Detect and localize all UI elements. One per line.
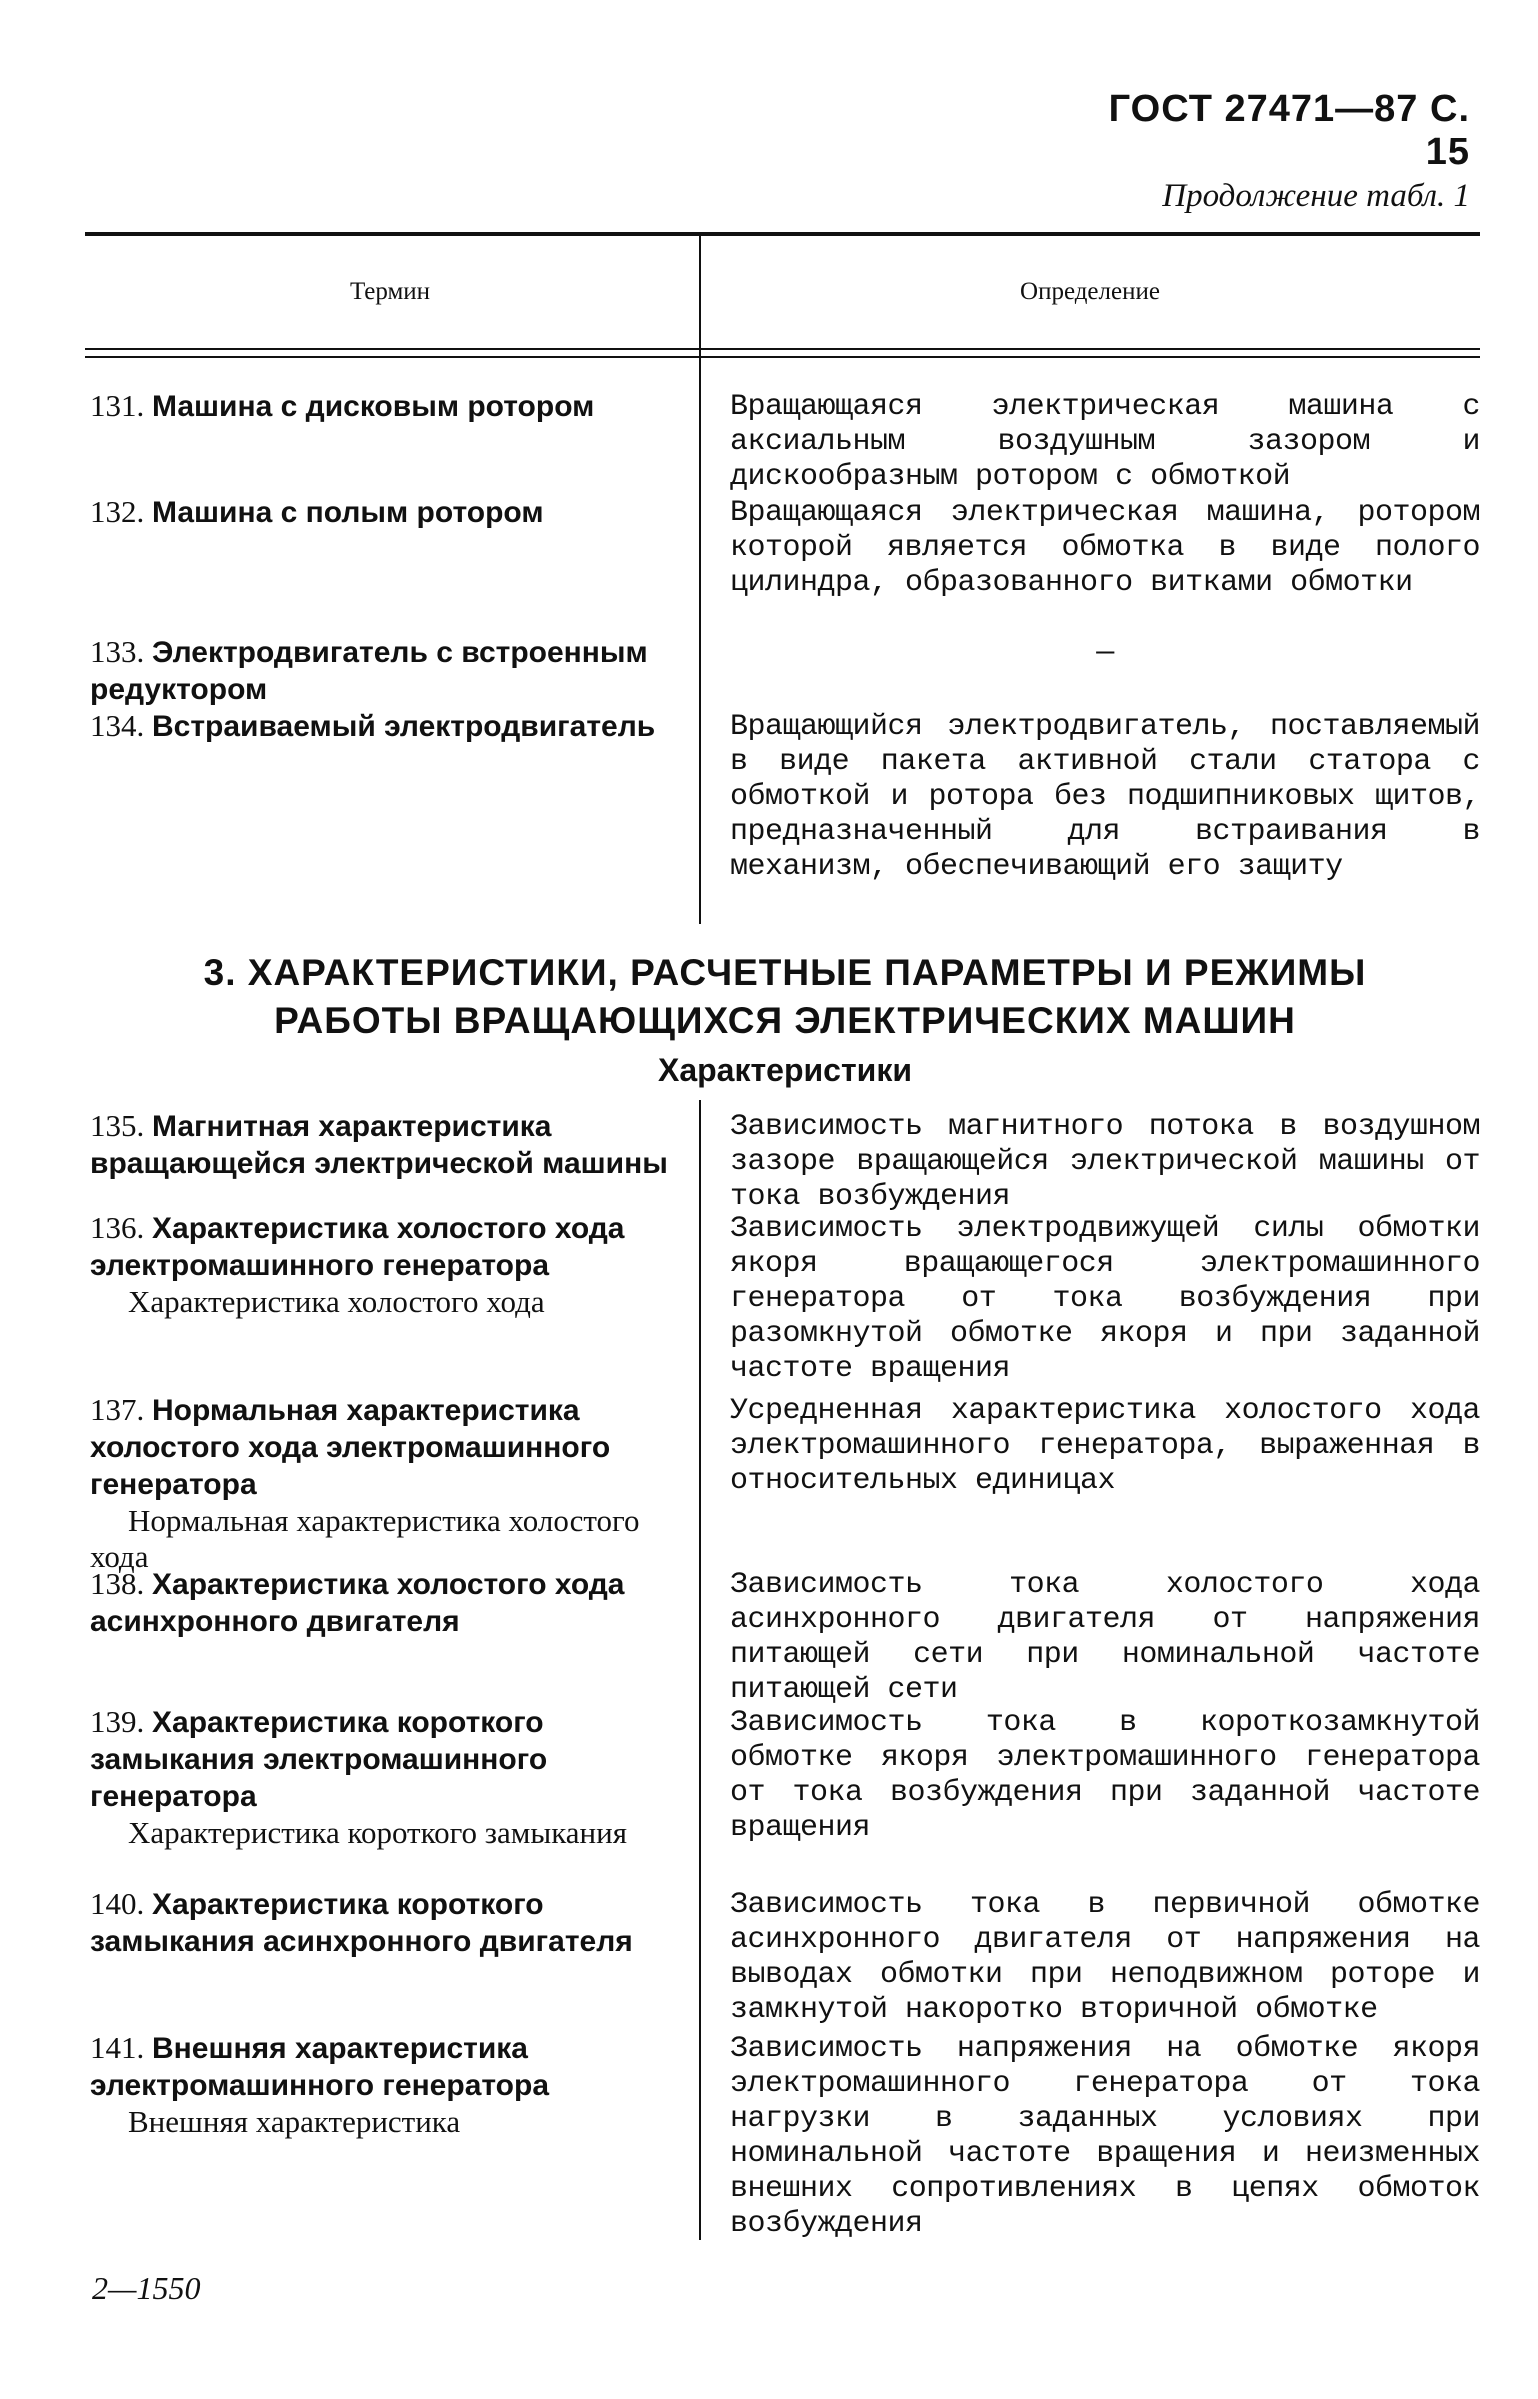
table-header-rule-1 xyxy=(85,348,1480,350)
entry-term-131: 131. Машина с дисковым ротором xyxy=(90,388,595,423)
entry-def-138: Зависимость тока холостого хода асинхронного двигателя от напряжения питающей сети при номинальной частоте питающей сети xyxy=(730,1568,1480,1707)
signature-mark: 2—1550 xyxy=(92,2270,201,2306)
entry-term-132: 132. Машина с полым ротором xyxy=(90,494,544,529)
entry-def-141: Зависимость напряжения на обмотке якоря электромашинного генератора от тока нагрузки в заданных условиях при номинальной частоте вращения и неизменных внешних сопротивлениях в цепях обмоток возбуждения xyxy=(730,2032,1480,2241)
section-subtitle: Характеристики xyxy=(657,1052,912,1088)
entry-term-136: 136. Характеристика холостого хода электромашинного генератора Характеристика холостого хода xyxy=(90,1210,625,1319)
table-column-divider-2 xyxy=(699,1100,701,2240)
table-column-divider xyxy=(699,234,701,924)
entry-term-140: 140. Характеристика короткого замыкания асинхронного двигателя xyxy=(90,1886,633,1958)
entry-def-136: Зависимость электродвижущей силы обмотки якоря вращающегося электромашинного генератора от тока возбуждения при разомкнутой обмотке якоря и при заданной частоте вращения xyxy=(730,1212,1480,1386)
column-header-definition: Определение xyxy=(1020,278,1160,305)
entry-term-138: 138. Характеристика холостого хода асинхронного двигателя xyxy=(90,1566,625,1638)
column-header-term: Термин xyxy=(349,278,431,305)
entry-def-131: Вращающаяся электрическая машина с аксиальным воздушным зазором и дискообразным ротором с обмоткой xyxy=(730,390,1480,494)
entry-def-139: Зависимость тока в короткозамкнутой обмотке якоря электромашинного генератора от тока возбуждения при заданной частоте вращения xyxy=(730,1706,1480,1845)
entry-term-141: 141. Внешняя характеристика электромашинного генератора Внешняя характеристика xyxy=(90,2030,550,2139)
table-header-rule-2 xyxy=(85,356,1480,358)
entry-def-140: Зависимость тока в первичной обмотке асинхронного двигателя от напряжения на выводах обмотки при неподвижном роторе и замкнутой накоротко вторичной обмотке xyxy=(730,1888,1480,2027)
entry-def-133: — xyxy=(1096,636,1114,670)
entry-term-135: 135. Магнитная характеристика вращающейся электрической машины xyxy=(90,1108,668,1180)
entry-term-139: 139. Характеристика короткого замыкания электромашинного генератора Характеристика короткого замыкания xyxy=(90,1704,627,1850)
entry-term-133: 133. Электродвигатель с встроенным редуктором xyxy=(90,634,648,706)
table-top-rule xyxy=(85,232,1480,236)
table-continuation-note: Продолжение табл. 1 xyxy=(1162,178,1470,214)
entry-def-132: Вращающаяся электрическая машина, ротором которой является обмотка в виде полого цилиндра, образованного витками обмотки xyxy=(730,496,1480,600)
entry-def-135: Зависимость магнитного потока в воздушном зазоре вращающейся электрической машины от тока возбуждения xyxy=(730,1110,1480,1214)
entry-def-134: Вращающийся электродвигатель, поставляемый в виде пакета активной стали статора с обмоткой и ротора без подшипниковых щитов, предназначенный для встраивания в механизм, обеспечивающий его защиту xyxy=(730,710,1480,884)
entry-def-137: Усредненная характеристика холостого хода электромашинного генератора, выраженная в относительных единицах xyxy=(730,1394,1480,1498)
entry-term-137: 137. Нормальная характеристика холостого хода электромашинного генератора Нормальная характеристика холостого хода xyxy=(90,1392,640,1574)
section-title-line-2: РАБОТЫ ВРАЩАЮЩИХСЯ ЭЛЕКТРИЧЕСКИХ МАШИН xyxy=(274,1000,1296,1041)
entry-term-134: 134. Встраиваемый электродвигатель xyxy=(90,708,656,743)
page-reference: ГОСТ 27471—87 С. 15 xyxy=(1108,88,1470,173)
section-title-line-1: 3. ХАРАКТЕРИСТИКИ, РАСЧЕТНЫЕ ПАРАМЕТРЫ И РЕЖИМЫ xyxy=(203,952,1367,993)
